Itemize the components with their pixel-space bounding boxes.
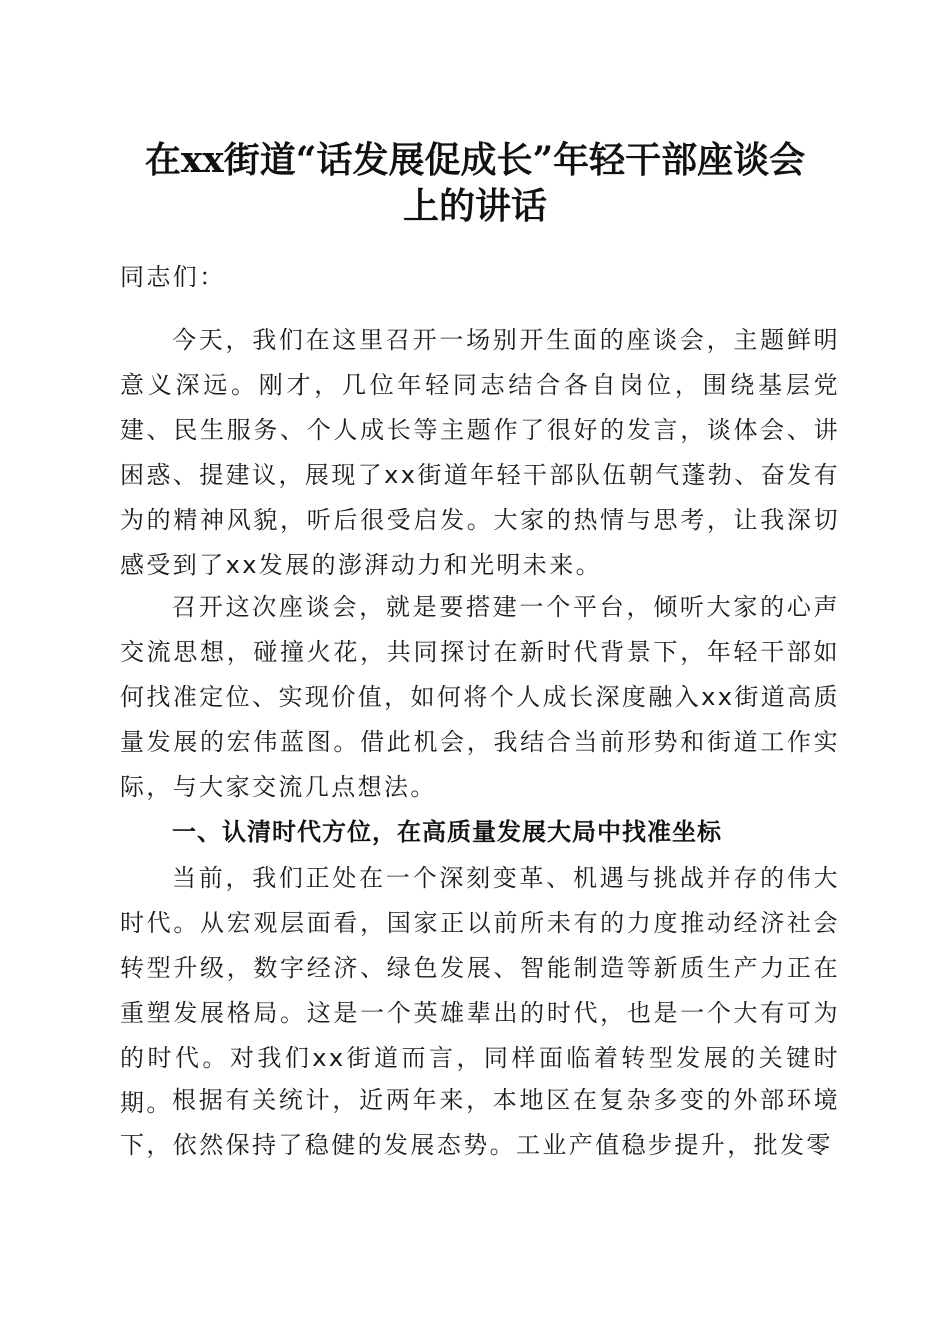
paragraph-purpose: 召开这次座谈会，就是要搭建一个平台，倾听大家的心声交流思想，碰撞火花，共同探讨在新时代背景下，年轻干部如何找准定位、实现价值，如何将个人成长深度融入xx街道高质量发展的宏伟蓝图。借此机会，我结合当前形势和街道工作实际，与大家交流几点想法。 — [120, 593, 840, 801]
document-title-line-2: 上的讲话 — [402, 185, 547, 227]
paragraph-section-1-b: 根据有关统计，近两年来，本地区在复杂多变的外部环境下，依然保持了稳健的发展态势。工业产值稳步提升，批发零 — [120, 1086, 840, 1159]
document-title-line-1: 在xx街道“话发展促成长”年轻干部座谈会 — [144, 139, 806, 181]
section-heading-1: 一、认清时代方位，在高质量发展大局中找准坐标 — [172, 818, 722, 846]
greeting: 同志们： — [120, 263, 226, 291]
paragraph-intro: 今天，我们在这里召开一场别开生面的座谈会，主题鲜明意义深远。刚才，几位年轻同志结合各自岗位，围绕基层党建、民生服务、个人成长等主题作了很好的发言，谈体会、讲困惑、提建议，展现了xx街道年轻干部队伍朝气蓬勃、奋发有为的精神风貌，听后很受启发。大家的热情与思考，让我深切感受到了xx发展的澎湃动力和光明未来。 — [120, 326, 840, 579]
paragraph-section-1-a: 当前，我们正处在一个深刻变革、机遇与挑战并存的伟大时代。从宏观层面看，国家正以前所未有的力度推动经济社会转型升级，数字经济、绿色发展、智能制造等新质生产力正在重塑发展格局。这是一个英雄辈出的时代，也是一个大有可为的时代。对我们xx街道而言，同样面临着转型发展的关键时期。 — [120, 864, 840, 1117]
